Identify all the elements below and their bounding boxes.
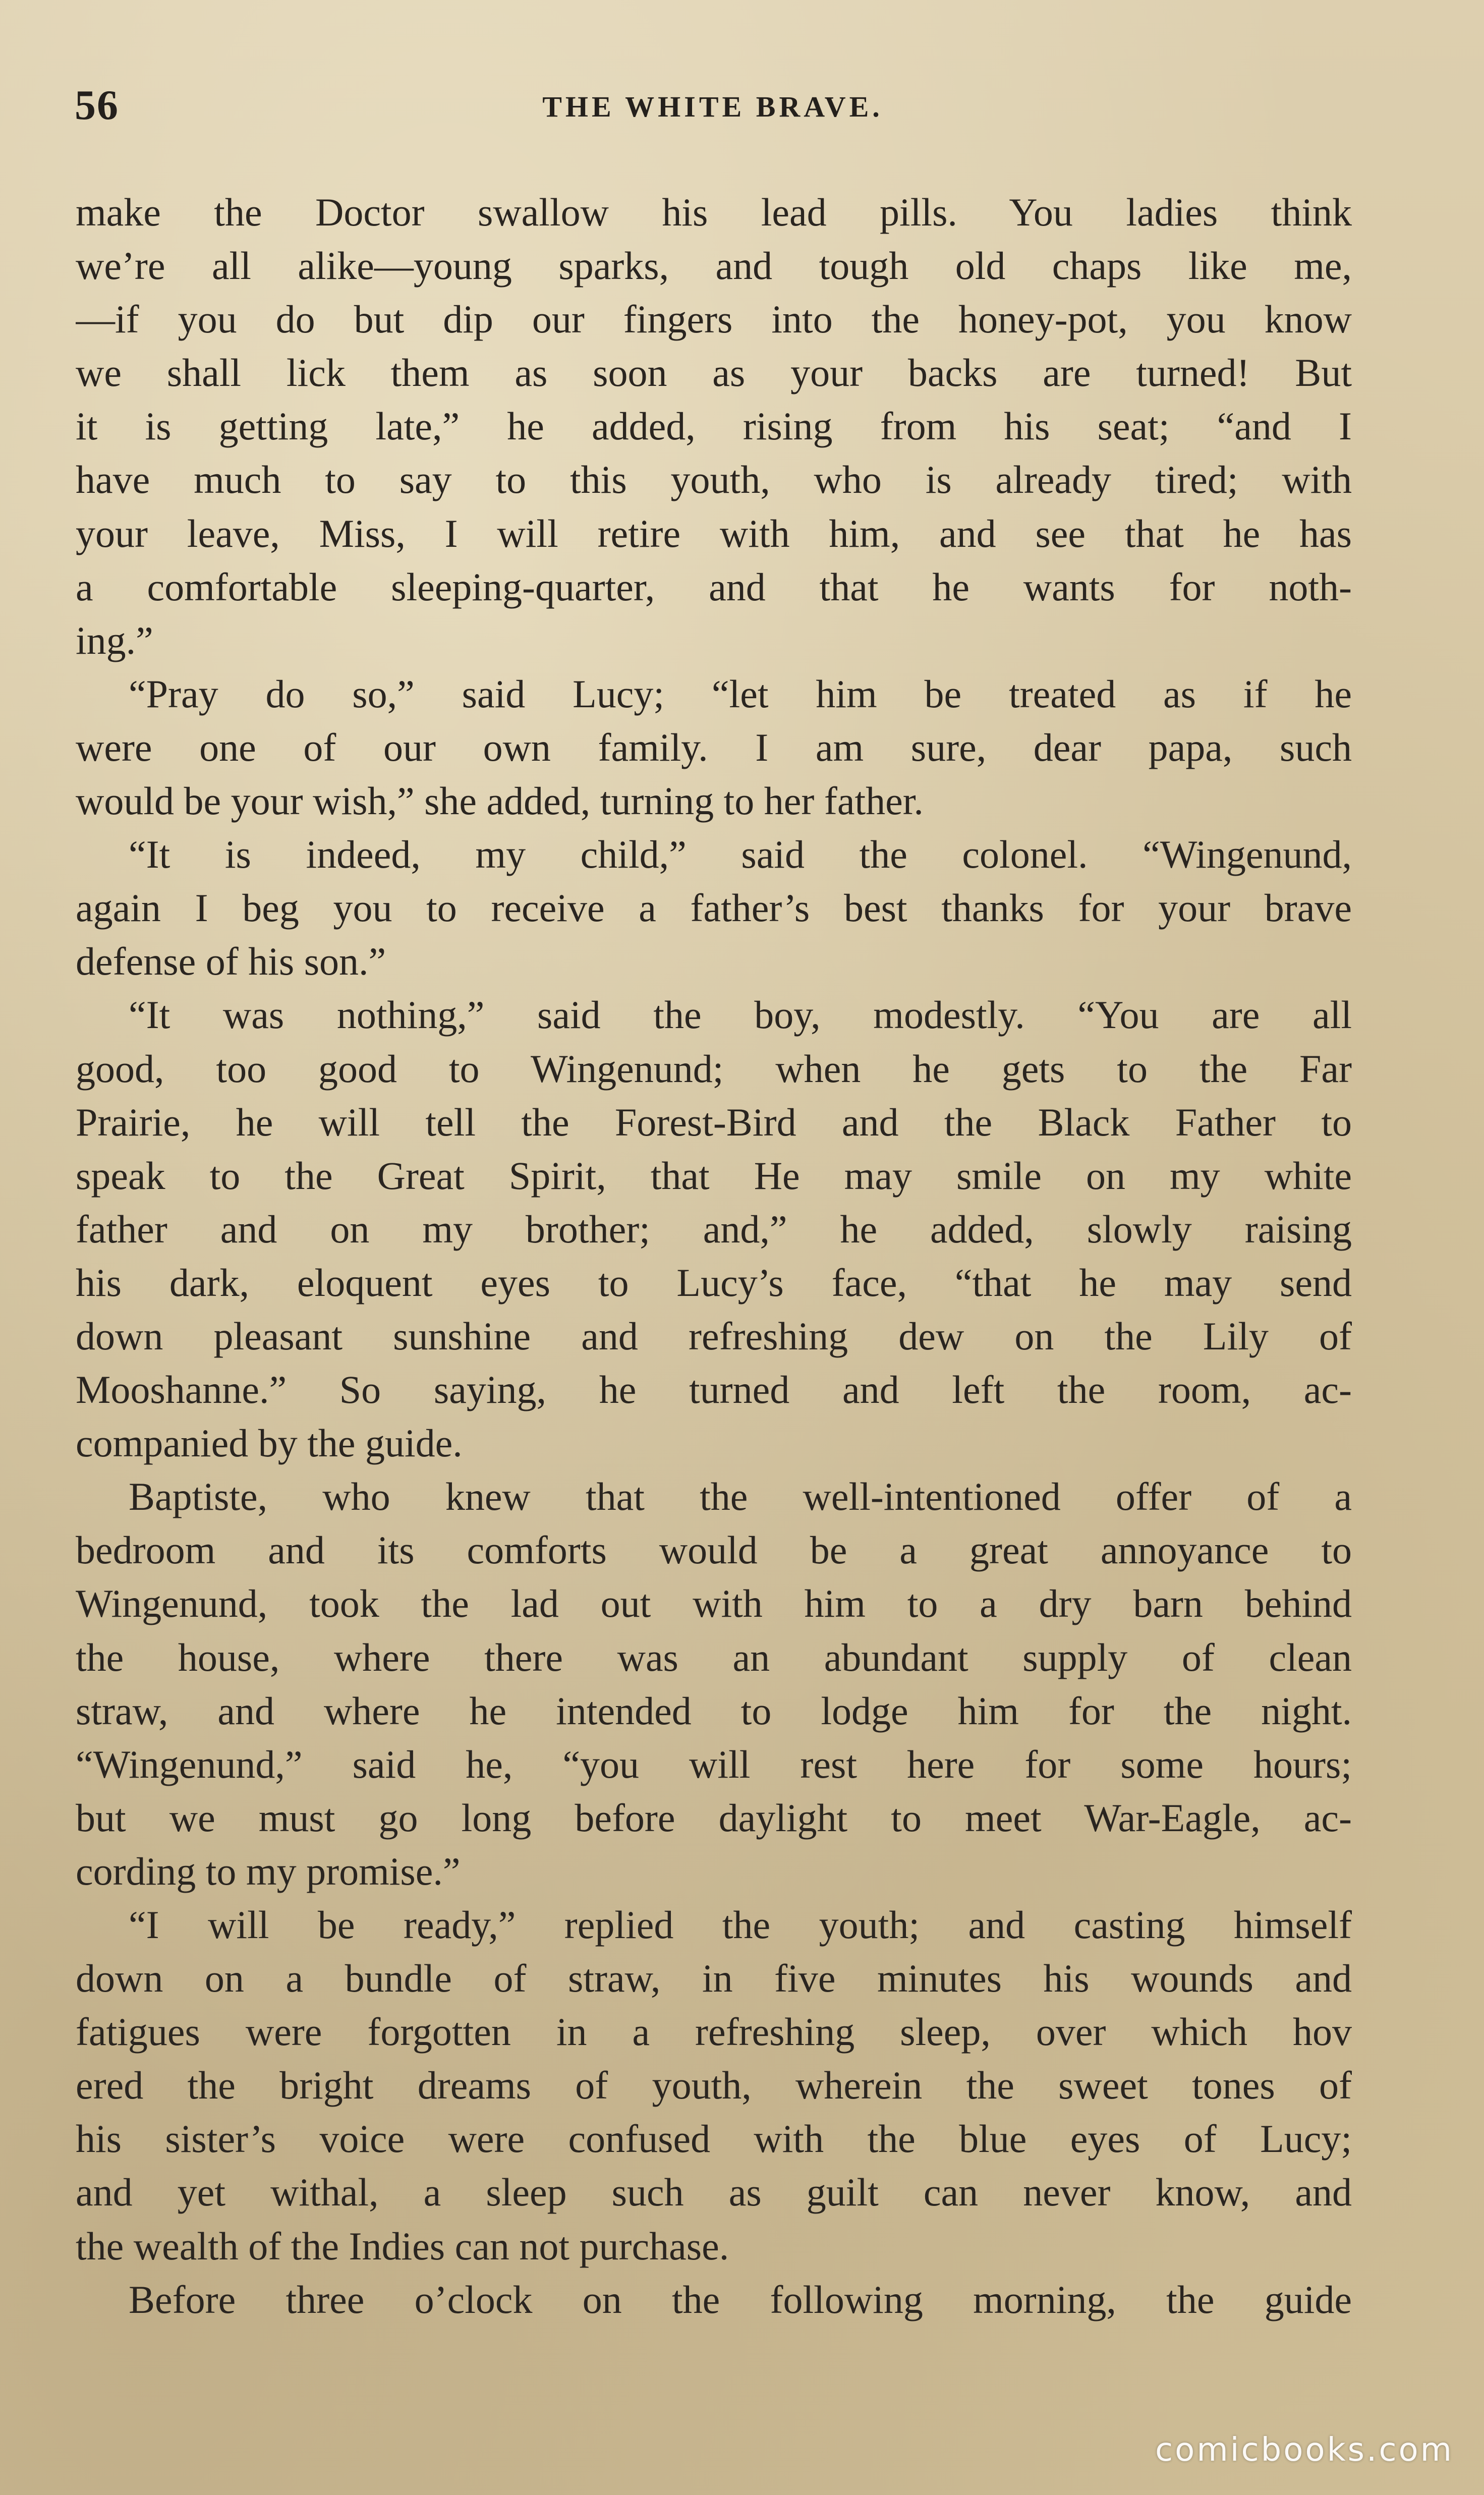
text-line: his sister’s voice were confused with the blue eyes of Lucy; [76,2117,1352,2161]
text-line: ing.” [76,618,153,662]
page-header [75,76,1351,136]
text-line: your leave, Miss, I will retire with him, and see that he has [76,511,1352,555]
page-number: 56 [75,82,119,129]
text-line: “I will be ready,” replied the youth; and casting himself [129,1903,1352,1947]
text-line: speak to the Great Spirit, that He may smile on my white [76,1153,1352,1198]
watermark: comicbooks.com [1155,2431,1454,2469]
text-line: we’re all alike—young sparks, and tough old chaps like me, [76,244,1352,288]
text-line: Prairie, he will tell the Forest-Bird and the Black Father to [76,1100,1352,1144]
text-line: Wingenund, took the lad out with him to a dry barn behind [76,1581,1352,1626]
text-line: father and on my brother; and,” he added, slowly raising [76,1207,1352,1251]
body-text [76,186,1352,2327]
text-line: Mooshanne.” So saying, he turned and left the room, ac- [76,1368,1352,1412]
text-line: Before three o’clock on the following morning, the guide [129,2277,1352,2321]
text-line: companied by the guide. [76,1421,463,1465]
text-line: a comfortable sleeping-quarter, and that he wants for noth- [76,564,1352,609]
text-line: ered the bright dreams of youth, wherein the sweet tones of [76,2063,1352,2108]
text-line: bedroom and its comforts would be a great annoyance to [76,1528,1352,1572]
text-line: fatigues were forgotten in a refreshing sleep, over which hov [76,2010,1352,2054]
text-line: we shall lick them as soon as your backs are turned! But [76,351,1352,395]
text-line: defense of his son.” [76,939,386,984]
text-line: have much to say to this youth, who is already tired; with [76,458,1352,502]
text-line: “It is indeed, my child,” said the colonel. “Wingenund, [129,832,1352,877]
text-line: make the Doctor swallow his lead pills. You ladies think [76,190,1352,234]
text-line: down on a bundle of straw, in five minutes his wounds and [76,1956,1352,2001]
text-line: and yet withal, a sleep such as guilt can never know, and [76,2170,1352,2215]
text-line: were one of our own family. I am sure, dear papa, such [76,725,1352,769]
text-line: down pleasant sunshine and refreshing dew on the Lily of [76,1314,1352,1358]
text-line: “It was nothing,” said the boy, modestly. “You are all [129,993,1352,1037]
text-line: “Pray do so,” said Lucy; “let him be treated as if he [129,671,1352,716]
text-line: good, too good to Wingenund; when he gets to the Far [76,1046,1352,1091]
text-line: the house, where there was an abundant supply of clean [76,1635,1352,1679]
text-line: —if you do but dip our fingers into the honey-pot, you know [76,297,1352,342]
running-head: THE WHITE BRAVE. [542,90,883,123]
text-line: but we must go long before daylight to meet War-Eagle, ac- [76,1795,1352,1840]
text-line: Baptiste, who knew that the well-intentioned offer of a [129,1475,1352,1519]
text-line: would be your wish,” she added, turning to her father. [76,779,924,823]
text-line: again I beg you to receive a father’s best thanks for your brave [76,886,1352,930]
text-line: straw, and where he intended to lodge him for the night. [76,1688,1352,1733]
text-line: it is getting late,” he added, rising from his seat; “and I [76,404,1352,448]
text-line: “Wingenund,” said he, “you will rest here for some hours; [76,1742,1352,1786]
text-line: his dark, eloquent eyes to Lucy’s face, “that he may send [76,1260,1352,1305]
text-line: the wealth of the Indies can not purchase. [76,2224,729,2268]
text-line: cording to my promise.” [76,1849,461,1893]
